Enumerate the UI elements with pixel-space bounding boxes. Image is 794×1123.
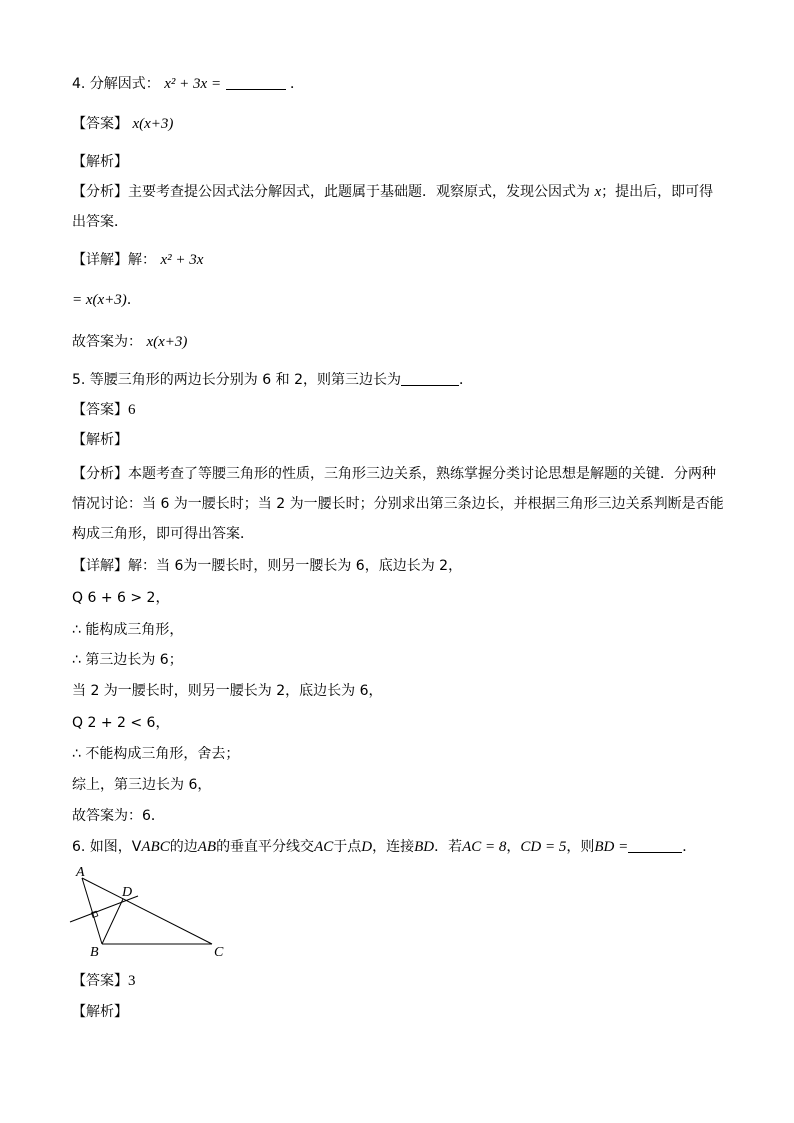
q4-common-factor: x xyxy=(594,184,602,200)
detail-tag: 【详解】 xyxy=(72,252,128,268)
q4-detail-line1 xyxy=(72,250,203,270)
q6-condition-ac: AC = 8 xyxy=(462,839,507,855)
q4-detail-text: 解： xyxy=(128,252,156,268)
q6-text: 6. 如图，V xyxy=(72,839,142,855)
q6-triangle-figure xyxy=(68,864,238,964)
q5-answer-value: 6 xyxy=(128,402,136,418)
q6-text: ，连接 xyxy=(372,839,415,855)
label-c: C xyxy=(214,945,224,960)
q4-detail-end: ． xyxy=(126,292,141,308)
q4-analysis-line2: 出答案． xyxy=(72,214,128,230)
q5-final: 故答案为：6． xyxy=(72,808,165,824)
q6-text: ，则 xyxy=(566,839,595,855)
answer-tag: 【答案】 xyxy=(72,116,128,132)
q6-text: 的边 xyxy=(169,839,198,855)
q4-answer-value: x(x+3) xyxy=(132,116,174,132)
q5-stem-text: 5. 等腰三角形的两边长分别为 6 和 2，则第三边长为 xyxy=(72,372,401,388)
q5-stem xyxy=(72,370,473,390)
q6-answer-value: 3 xyxy=(128,973,136,989)
q5-detail-line8: 综上，第三边长为 6， xyxy=(72,777,212,793)
q5-answer-blank xyxy=(401,385,459,386)
q6-segment-bd: BD xyxy=(414,839,435,855)
q6-segment-ab: AB xyxy=(197,839,217,855)
q4-stem xyxy=(72,74,304,94)
q5-jiexi: 【解析】 xyxy=(72,432,128,448)
q4-answer-blank xyxy=(226,89,286,90)
detail-tag: 【详解】 xyxy=(72,558,128,574)
answer-tag: 【答案】 xyxy=(72,402,128,418)
q4-jiexi: 【解析】 xyxy=(72,154,128,170)
q6-condition-cd: CD = 5 xyxy=(520,839,567,855)
q5-detail-line4: ∴ 第三边长为 6； xyxy=(72,652,183,668)
q4-answer xyxy=(72,114,173,134)
q6-point-d: D xyxy=(361,839,373,855)
label-b: B xyxy=(90,945,99,960)
q4-detail-line2 xyxy=(72,290,141,310)
q6-answer xyxy=(72,971,136,991)
q6-ask: BD = xyxy=(594,839,629,855)
q6-triangle: ABC xyxy=(141,839,170,855)
q5-detail-line1 xyxy=(72,556,462,576)
q5-analysis-line3: 构成三角形，即可得出答案． xyxy=(72,526,254,542)
segment-ac xyxy=(82,878,212,944)
q5-analysis-text: 本题考查了等腰三角形的性质，三角形三边关系，熟练掌握分类讨论思想是解题的关键．分两种 xyxy=(128,466,716,482)
q4-stem-text: 分解因式： xyxy=(89,76,160,92)
final-label: 故答案为： xyxy=(72,334,142,350)
q5-detail-line5: 当 2 为一腰长时，则另一腰长为 2，底边长为 6， xyxy=(72,683,383,699)
label-d: D xyxy=(122,885,133,900)
analysis-tag: 【分析】 xyxy=(72,466,128,482)
q6-answer-blank xyxy=(628,852,682,853)
q4-final xyxy=(72,332,187,352)
q4-analysis-text-b: ；提出后，即可得 xyxy=(601,184,714,200)
q5-detail-line2: Q 6 + 6 > 2， xyxy=(72,590,170,606)
q4-number: 4. xyxy=(72,76,86,92)
q4-analysis-text: 主要考查提公因式法分解因式，此题属于基础题．观察原式，发现公因式为 xyxy=(128,184,590,200)
q6-segment-ac: AC xyxy=(314,839,334,855)
q4-expression: x² + 3x = xyxy=(164,76,222,92)
q5-detail-line3: ∴ 能构成三角形， xyxy=(72,622,184,638)
q4-detail-expr: x² + 3x xyxy=(160,252,204,268)
q6-text: 于点 xyxy=(333,839,362,855)
q4-end: ． xyxy=(289,76,304,92)
right-angle-mark xyxy=(91,911,97,917)
answer-tag: 【答案】 xyxy=(72,973,128,989)
q5-answer xyxy=(72,400,136,420)
analysis-tag: 【分析】 xyxy=(72,184,128,200)
q4-final-expr: x(x+3) xyxy=(146,334,188,350)
q6-end: ． xyxy=(682,839,697,855)
q5-detail-line7: ∴ 不能构成三角形，舍去； xyxy=(72,746,240,762)
q4-analysis-line1 xyxy=(72,182,713,202)
q5-analysis-line2: 情况讨论：当 6 为一腰长时；当 2 为一腰长时；分别求出第三条边长，并根据三角形三边关系判断是否能 xyxy=(72,496,724,512)
label-a: A xyxy=(76,865,85,880)
q6-text: ．若 xyxy=(434,839,463,855)
q5-detail-line6: Q 2 + 2 < 6， xyxy=(72,715,170,731)
q6-jiexi: 【解析】 xyxy=(72,1004,128,1020)
q5-end: ． xyxy=(458,372,473,388)
q5-detail-text: 解：当 6为一腰长时，则另一腰长为 6，底边长为 2， xyxy=(128,558,463,574)
q6-text: 的垂直平分线交 xyxy=(216,839,315,855)
q5-analysis-line1 xyxy=(72,464,716,484)
q6-text: ， xyxy=(506,839,521,855)
q4-detail-result: = x(x+3) xyxy=(72,292,127,308)
q6-stem xyxy=(72,837,696,857)
